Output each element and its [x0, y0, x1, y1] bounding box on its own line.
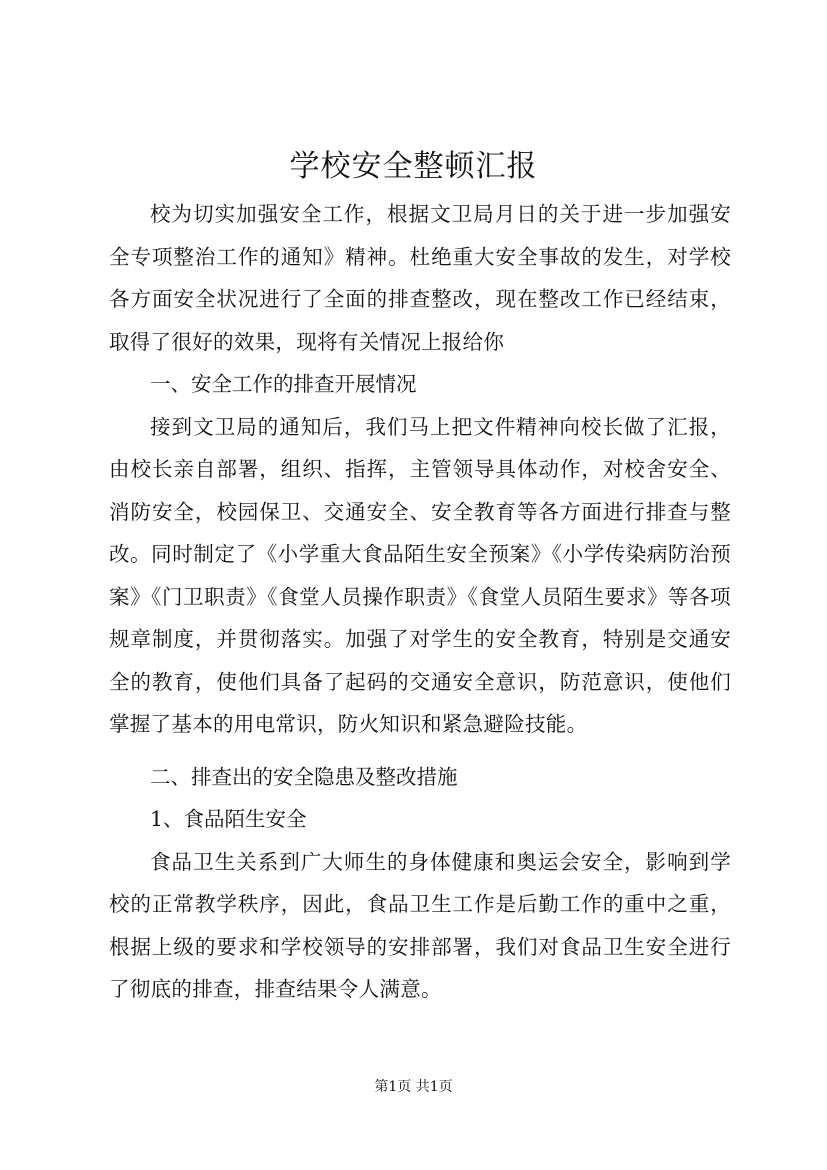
page-footer: 第1页 共1页 [374, 1079, 453, 1095]
intro-paragraph: 校为切实加强安全工作，根据文卫局月日的关于进一步加强安全专项整治工作的通知》精神。杜绝重大安全事故的发生，对学校各方面安全状况进行了全面的排查整改，现在整改工作已经结束，取得了很好的效果，现将有关情况上报给你 [109, 202, 731, 354]
section-heading-2: 二、排查出的安全隐患及整改措施 [150, 764, 458, 789]
paragraph-spacer [109, 746, 731, 756]
subsection-1-paragraph: 食品卫生关系到广大师生的身体健康和奥运会安全，影响到学校的正常教学秩序，因此，食品卫生工作是后勤工作的重中之重，根据上级的要求和学校领导的安排部署，我们对食品卫生安全进行了彻底的排查，排查结果令人满意。 [109, 849, 731, 1001]
document-body [109, 193, 731, 1011]
section-heading-1: 一、安全工作的排查开展情况 [150, 372, 417, 396]
section-1-paragraph: 接到文卫局的通知后，我们马上把文件精神向校长做了汇报，由校长亲自部署，组织、指挥，主管领导具体动作，对校舍安全、消防安全，校园保卫、交通安全、安全教育等各方面进行排查与整改。同时制定了《小学重大食品陌生安全预案》《小学传染病防治预案》《门卫职责》《食堂人员操作职责》《食堂人员陌生要求》等各项规章制度，并贯彻落实。加强了对学生的安全教育，特别是交通安全的教育，使他们具备了起码的交通安全意识，防范意识，使他们掌握了基本的用电常识，防火知识和紧急避险技能。 [109, 414, 731, 736]
subsection-heading-1: 1、食品陌生安全 [150, 807, 307, 831]
document-title: 学校安全整顿汇报 [289, 149, 538, 184]
